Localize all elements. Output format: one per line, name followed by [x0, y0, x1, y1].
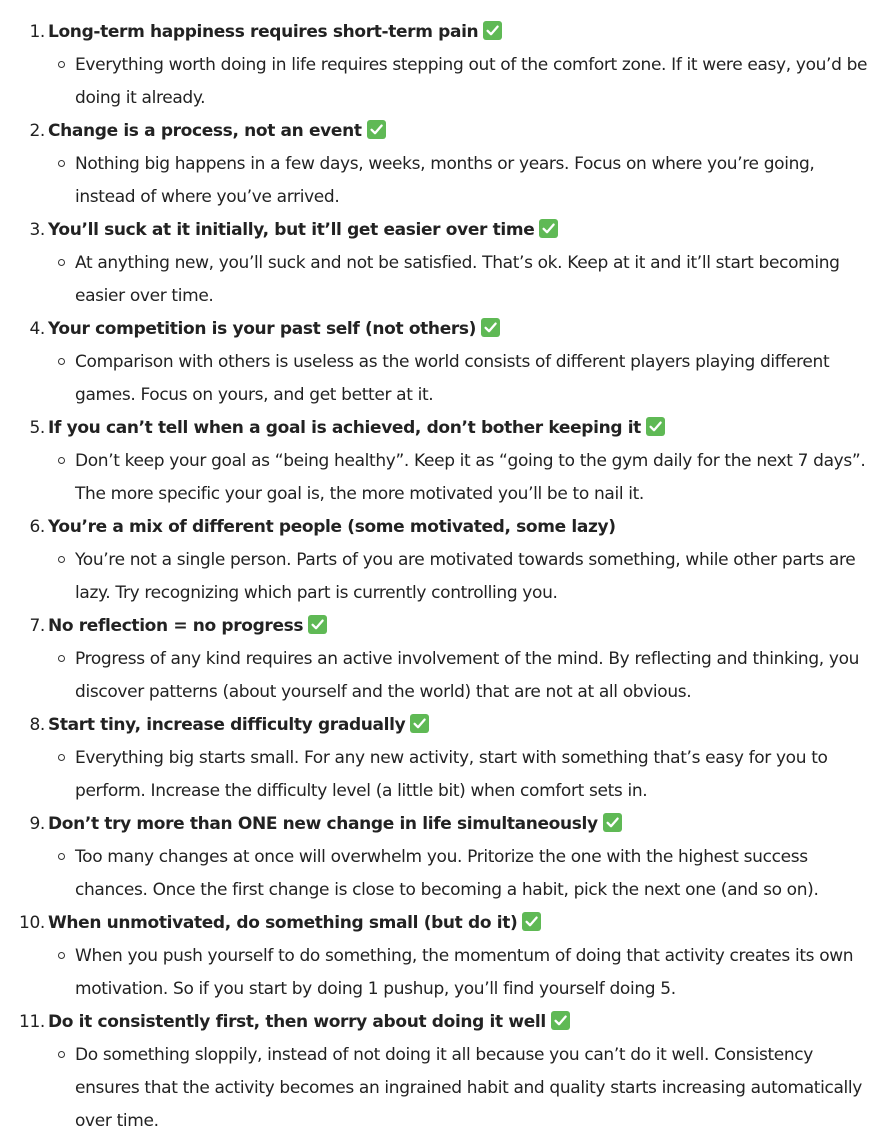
item-heading	[48, 808, 881, 841]
check-mark-icon	[483, 21, 502, 40]
item-number: 6.	[29, 517, 45, 537]
item-number: 4.	[29, 319, 45, 339]
item-heading	[48, 214, 881, 247]
sub-list	[48, 643, 881, 709]
sub-list-item	[75, 742, 875, 808]
sub-list	[48, 940, 881, 1006]
list-item-3	[29, 214, 881, 313]
list-item-10	[19, 907, 881, 1006]
numbered-list	[0, 16, 881, 1138]
item-title: If you can’t tell when a goal is achieved, don’t bother keeping it	[48, 418, 641, 438]
item-detail: Too many changes at once will overwhelm you. Pritorize the one with the highest success chances. Once the first change is close to becoming a habit, pick the next one (and so on).	[75, 847, 819, 900]
hollow-circle-bullet-icon	[58, 853, 65, 860]
item-detail: Nothing big happens in a few days, weeks, months or years. Focus on where you’re going, instead of where you’ve arrived.	[75, 154, 815, 207]
item-detail: You’re not a single person. Parts of you are motivated towards something, while other parts are lazy. Try recognizing which part is currently controlling you.	[75, 550, 856, 603]
item-heading	[48, 115, 881, 148]
sub-list-item	[75, 1039, 875, 1138]
item-number: 11.	[19, 1012, 45, 1032]
list-item-5	[29, 412, 881, 511]
sub-list-item	[75, 940, 875, 1006]
list-item-11	[19, 1006, 881, 1138]
item-heading	[48, 412, 881, 445]
item-detail: Progress of any kind requires an active involvement of the mind. By reflecting and thinking, you discover patterns (about yourself and the world) that are not at all obvious.	[75, 649, 860, 702]
item-number: 10.	[19, 913, 45, 933]
list-item-2	[29, 115, 881, 214]
item-number: 8.	[29, 715, 45, 735]
check-mark-icon	[522, 912, 541, 931]
item-title: Change is a process, not an event	[48, 121, 362, 141]
item-number: 1.	[29, 22, 45, 42]
sub-list-item	[75, 346, 875, 412]
item-title: Your competition is your past self (not others)	[48, 319, 477, 339]
hollow-circle-bullet-icon	[58, 61, 65, 68]
sub-list	[48, 346, 881, 412]
item-number: 9.	[29, 814, 45, 834]
sub-list	[48, 49, 881, 115]
list-item-8	[29, 709, 881, 808]
item-number: 5.	[29, 418, 45, 438]
sub-list-item	[75, 247, 875, 313]
check-mark-icon	[551, 1011, 570, 1030]
check-mark-icon	[410, 714, 429, 733]
item-number: 3.	[29, 220, 45, 240]
list-item-4	[29, 313, 881, 412]
item-title: No reflection = no progress	[48, 616, 304, 636]
item-detail: Don’t keep your goal as “being healthy”. Keep it as “going to the gym daily for the next 7 days”. The more specific your goal is, the more motivated you’ll be to nail it.	[75, 451, 866, 504]
check-mark-icon	[603, 813, 622, 832]
item-title: You’re a mix of different people (some motivated, some lazy)	[48, 517, 616, 537]
sub-list	[48, 841, 881, 907]
item-title: You’ll suck at it initially, but it’ll get easier over time	[48, 220, 535, 240]
sub-list	[48, 445, 881, 511]
item-detail: Comparison with others is useless as the world consists of different players playing different games. Focus on yours, and get better at it.	[75, 352, 830, 405]
item-detail: When you push yourself to do something, the momentum of doing that activity creates its own motivation. So if you start by doing 1 pushup, you’ll find yourself doing 5.	[75, 946, 854, 999]
item-heading	[48, 907, 881, 940]
sub-list-item	[75, 148, 875, 214]
hollow-circle-bullet-icon	[58, 259, 65, 266]
sub-list-item	[75, 49, 875, 115]
list-item-9	[29, 808, 881, 907]
hollow-circle-bullet-icon	[58, 1051, 65, 1058]
sub-list-item	[75, 643, 875, 709]
item-detail: Everything big starts small. For any new activity, start with something that’s easy for you to perform. Increase the difficulty level (a little bit) when comfort sets in.	[75, 748, 828, 801]
hollow-circle-bullet-icon	[58, 754, 65, 761]
hollow-circle-bullet-icon	[58, 457, 65, 464]
hollow-circle-bullet-icon	[58, 655, 65, 662]
item-number: 7.	[29, 616, 45, 636]
sub-list-item	[75, 544, 875, 610]
item-title: Do it consistently first, then worry about doing it well	[48, 1012, 546, 1032]
check-mark-icon	[539, 219, 558, 238]
check-mark-icon	[308, 615, 327, 634]
sub-list	[48, 148, 881, 214]
list-item-1	[29, 16, 881, 115]
list-item-7	[29, 610, 881, 709]
item-title: Don’t try more than ONE new change in life simultaneously	[48, 814, 598, 834]
item-heading	[48, 313, 881, 346]
item-heading	[48, 610, 881, 643]
item-title: Start tiny, increase difficulty gradually	[48, 715, 406, 735]
sub-list-item	[75, 445, 875, 511]
item-heading	[48, 511, 881, 544]
sub-list-item	[75, 841, 875, 907]
sub-list	[48, 742, 881, 808]
item-heading	[48, 709, 881, 742]
item-detail: Do something sloppily, instead of not doing it all because you can’t do it well. Consistency ensures that the activity becomes an ingrained habit and quality starts increasing automatically over time.	[75, 1045, 862, 1131]
check-mark-icon	[481, 318, 500, 337]
item-detail: At anything new, you’ll suck and not be satisfied. That’s ok. Keep at it and it’ll start becoming easier over time.	[75, 253, 840, 306]
item-detail: Everything worth doing in life requires stepping out of the comfort zone. If it were easy, you’d be doing it already.	[75, 55, 868, 108]
hollow-circle-bullet-icon	[58, 556, 65, 563]
sub-list	[48, 1039, 881, 1138]
sub-list	[48, 247, 881, 313]
hollow-circle-bullet-icon	[58, 358, 65, 365]
item-title: Long-term happiness requires short-term pain	[48, 22, 479, 42]
list-item-6	[29, 511, 881, 610]
hollow-circle-bullet-icon	[58, 160, 65, 167]
hollow-circle-bullet-icon	[58, 952, 65, 959]
item-heading	[48, 1006, 881, 1039]
item-heading	[48, 16, 881, 49]
check-mark-icon	[367, 120, 386, 139]
sub-list	[48, 544, 881, 610]
item-number: 2.	[29, 121, 45, 141]
item-title: When unmotivated, do something small (but do it)	[48, 913, 518, 933]
check-mark-icon	[646, 417, 665, 436]
